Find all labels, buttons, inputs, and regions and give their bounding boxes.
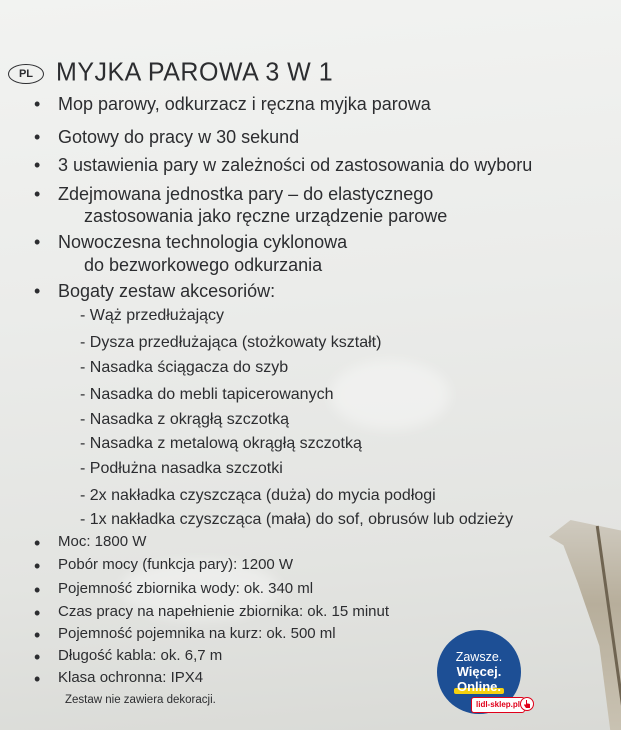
promo-line-1: Zawsze. xyxy=(455,650,503,664)
accessory-item: - 2x nakładka czyszcząca (duża) do mycia podłogi xyxy=(80,487,436,504)
feature-item: • Mop parowy, odkurzacz i ręczna myjka parowa xyxy=(58,94,431,115)
footnote: Zestaw nie zawiera dekoracji. xyxy=(65,694,216,706)
accessory-item: - Podłużna nasadka szczotki xyxy=(80,460,283,477)
promo-line-3: Online. xyxy=(456,679,502,694)
accessory-item: - Nasadka ściągacza do szyb xyxy=(80,359,289,376)
feature-item: • Nowoczesna technologia cyklonowa xyxy=(58,232,347,253)
accessory-item: - Dysza przedłużająca (stożkowaty kształt) xyxy=(80,334,382,351)
feature-item-continuation: zastosowania jako ręczne urządzenie parowe xyxy=(84,206,448,226)
feature-item: • 3 ustawienia pary w zależności od zastosowania do wyboru xyxy=(58,155,532,176)
accessory-item: - Nasadka do mebli tapicerowanych xyxy=(80,386,334,403)
hand-cursor-icon xyxy=(520,697,534,711)
spec-item: • Pobór mocy (funkcja pary): 1200 W xyxy=(58,556,293,573)
spec-item: • Pojemność pojemnika na kurz: ok. 500 ml xyxy=(58,625,336,642)
heading xyxy=(8,58,333,87)
product-title: MYJKA PAROWA 3 W 1 xyxy=(56,57,334,87)
spec-item: • Długość kabla: ok. 6,7 m xyxy=(58,647,222,664)
language-badge: PL xyxy=(8,64,44,84)
shop-url-label: lidl-sklep.pl xyxy=(471,697,525,713)
spec-item: • Klasa ochronna: IPX4 xyxy=(58,669,203,686)
spec-item: • Pojemność zbiornika wody: ok. 340 ml xyxy=(58,580,313,597)
feature-item: • Gotowy do pracy w 30 sekund xyxy=(58,127,299,148)
accessory-item: - Nasadka z metalową okrągłą szczotką xyxy=(80,435,362,452)
spec-item: • Czas pracy na napełnienie zbiornika: ok. 15 minut xyxy=(58,603,389,620)
feature-item: • Zdejmowana jednostka pary – do elastycznego xyxy=(58,184,433,205)
feature-item: • Bogaty zestaw akcesoriów: xyxy=(58,281,275,302)
spec-item: • Moc: 1800 W xyxy=(58,533,146,550)
accessory-item: - 1x nakładka czyszcząca (mała) do sof, obrusów lub odzieży xyxy=(80,511,514,528)
paper-scuff xyxy=(330,360,450,430)
promo-line-2: Więcej. xyxy=(456,664,502,679)
feature-item-continuation: do bezworkowego odkurzania xyxy=(84,255,323,275)
accessory-item: - Nasadka z okrągłą szczotką xyxy=(80,411,289,428)
accessory-item: - Wąż przedłużający xyxy=(80,307,225,324)
